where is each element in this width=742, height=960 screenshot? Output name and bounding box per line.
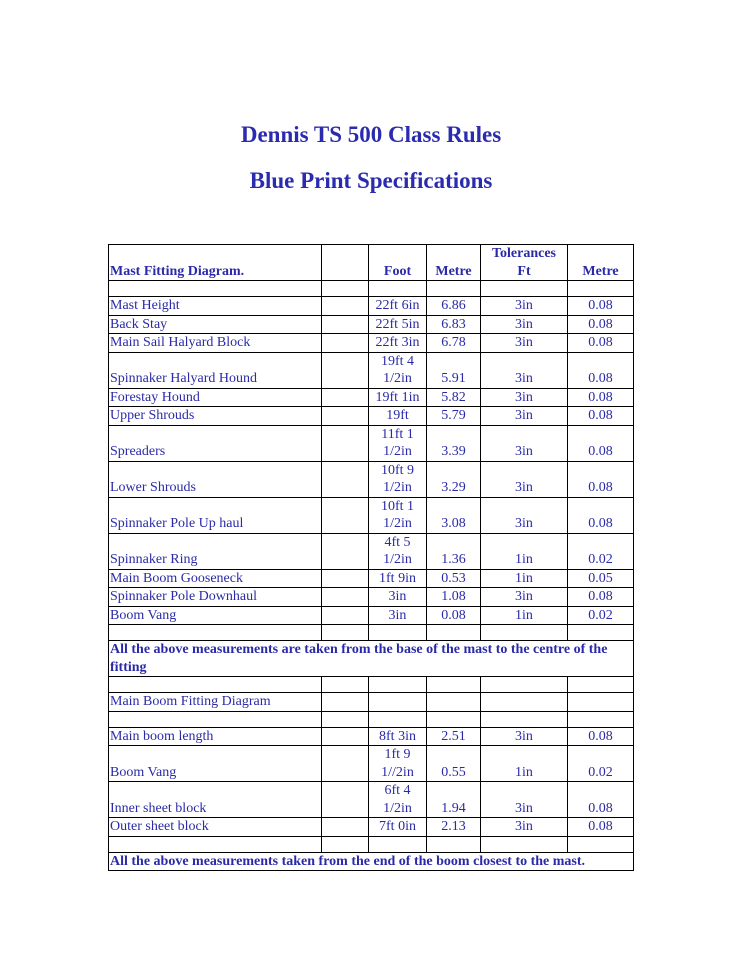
metre-value: 2.13 (427, 818, 481, 837)
metre-value: 0.55 (427, 746, 481, 782)
fitting-name: Mast Height (109, 297, 322, 316)
boom-measurement-note: All the above measurements taken from the end of the boom closest to the mast. (109, 852, 634, 871)
foot-value-line-2: 19ft 1in (375, 389, 420, 405)
metre-value: 3.29 (427, 461, 481, 497)
tolerance-metre-value: 0.08 (568, 388, 634, 407)
specifications-table (108, 244, 634, 871)
table-row-lower-shrouds (109, 461, 634, 497)
foot-value (369, 334, 427, 353)
foot-value (369, 425, 427, 461)
tolerance-metre-value: 0.08 (568, 782, 634, 818)
spacer-row (109, 711, 634, 727)
foot-value-line-1: 4ft 5 (384, 534, 411, 550)
metre-value: 0.53 (427, 569, 481, 588)
foot-value-line-1: 11ft 1 (381, 426, 414, 442)
blank-cell (369, 693, 427, 712)
tolerance-metre-value: 0.08 (568, 727, 634, 746)
tolerance-metre-value: 0.02 (568, 746, 634, 782)
foot-value (369, 388, 427, 407)
foot-value-line-2: 1/2in (383, 480, 412, 495)
blank-cell (322, 533, 369, 569)
foot-value (369, 569, 427, 588)
blank-cell (481, 836, 568, 852)
blank-cell (322, 334, 369, 353)
metre-value: 0.08 (427, 606, 481, 625)
blank-cell (568, 836, 634, 852)
blank-cell (322, 836, 369, 852)
blank-cell (568, 677, 634, 693)
fitting-name: Back Stay (109, 315, 322, 334)
fitting-name: Forestay Hound (109, 388, 322, 407)
foot-value-line-2: 19ft (386, 408, 409, 423)
table-row-spinnaker-ring (109, 533, 634, 569)
blank-cell (322, 588, 369, 607)
header-row (109, 245, 634, 281)
tolerance-ft-value: 3in (481, 297, 568, 316)
metre-value: 1.94 (427, 782, 481, 818)
tolerance-metre-value: 0.08 (568, 407, 634, 426)
page-subtitle: Blue Print Specifications (249, 168, 493, 193)
tolerance-metre-value: 0.02 (568, 606, 634, 625)
foot-value-line-2: 22ft 5in (375, 316, 420, 332)
boom-measurement-note-row (109, 852, 634, 871)
tolerance-ft-value: 3in (481, 352, 568, 388)
tolerance-ft-value: 3in (481, 334, 568, 353)
mast-measurement-note-row (109, 641, 634, 677)
foot-value (369, 727, 427, 746)
spacer-row (109, 677, 634, 693)
tolerance-metre-value: 0.08 (568, 461, 634, 497)
blank-cell (322, 569, 369, 588)
metre-value: 5.82 (427, 388, 481, 407)
foot-value (369, 352, 427, 388)
tolerance-ft-value: 3in (481, 497, 568, 533)
metre-value: 6.86 (427, 297, 481, 316)
foot-value (369, 533, 427, 569)
blank-cell (481, 711, 568, 727)
tolerance-ft-value: 3in (481, 727, 568, 746)
blank-cell (322, 606, 369, 625)
metre-value: 5.91 (427, 352, 481, 388)
table-row-upper-shrouds (109, 407, 634, 426)
tolerance-ft-value: 3in (481, 407, 568, 426)
metre-value: 1.36 (427, 533, 481, 569)
foot-value (369, 782, 427, 818)
table-row-boom-vang (109, 606, 634, 625)
foot-value-line-2: 1/2in (383, 800, 412, 816)
spacer-row (109, 625, 634, 641)
metre-column-header: Metre (427, 245, 481, 281)
metre-value: 5.79 (427, 407, 481, 426)
foot-value (369, 407, 427, 426)
spacer-row (109, 281, 634, 297)
tolerances-ft-column-header (481, 245, 568, 281)
fitting-name: Outer sheet block (109, 818, 322, 837)
blank-cell (322, 782, 369, 818)
metre-value: 6.78 (427, 334, 481, 353)
blank-cell (568, 625, 634, 641)
boom-section-header-row (109, 693, 634, 712)
blank-cell (322, 746, 369, 782)
blank-cell (322, 425, 369, 461)
foot-value-line-2: 1/2in (383, 516, 412, 531)
blank-cell (481, 677, 568, 693)
mast-measurement-note: All the above measurements are taken from the base of the mast to the centre of the fitting (109, 641, 634, 677)
metre-value: 6.83 (427, 315, 481, 334)
page-title: Dennis TS 500 Class Rules (240, 122, 502, 147)
tolerances-label: Tolerances (491, 246, 557, 261)
foot-value-line-1: 6ft 4 (384, 783, 411, 798)
foot-value-line-2: 1ft 9in (379, 570, 416, 586)
fitting-name: Spreaders (109, 425, 322, 461)
fitting-name: Main Boom Gooseneck (109, 569, 322, 588)
fitting-name: Spinnaker Halyard Hound (109, 352, 322, 388)
blank-cell (322, 677, 369, 693)
tolerance-metre-value: 0.08 (568, 297, 634, 316)
foot-value-line-2: 22ft 6in (375, 298, 420, 313)
table-row-inner-sheet-block (109, 782, 634, 818)
blank-cell (322, 245, 369, 281)
tolerance-metre-value: 0.05 (568, 569, 634, 588)
tolerance-metre-value: 0.08 (568, 497, 634, 533)
metre-value: 3.39 (427, 425, 481, 461)
foot-value-line-2: 1//2in (381, 764, 414, 780)
table-row-forestay-hound (109, 388, 634, 407)
tolerance-metre-value: 0.08 (568, 315, 634, 334)
blank-cell (481, 625, 568, 641)
tolerance-metre-value: 0.08 (568, 352, 634, 388)
fitting-name: Inner sheet block (109, 782, 322, 818)
tolerance-ft-value: 3in (481, 818, 568, 837)
blank-cell (369, 836, 427, 852)
table-row-mast-height (109, 297, 634, 316)
metre-value: 2.51 (427, 727, 481, 746)
blank-cell (322, 625, 369, 641)
blank-cell (322, 727, 369, 746)
blank-cell (322, 693, 369, 712)
fitting-name: Upper Shrouds (109, 407, 322, 426)
table-row-spinnaker-halyard-hound (109, 352, 634, 388)
foot-value-line-1: 19ft 4 (380, 353, 415, 369)
blank-cell (322, 497, 369, 533)
tolerances-ft-label: Ft (517, 263, 531, 279)
foot-value (369, 818, 427, 837)
blank-cell (322, 711, 369, 727)
table-row-main-sail-halyard-block (109, 334, 634, 353)
metre-value: 3.08 (427, 497, 481, 533)
fitting-name: Main Sail Halyard Block (109, 334, 322, 353)
blank-cell (427, 836, 481, 852)
blank-cell (109, 836, 322, 852)
tolerance-ft-value: 1in (481, 606, 568, 625)
tolerance-ft-value: 3in (481, 315, 568, 334)
table-row-outer-sheet-block (109, 818, 634, 837)
foot-value (369, 461, 427, 497)
blank-cell (369, 677, 427, 693)
blank-cell (322, 818, 369, 837)
blank-cell (109, 677, 322, 693)
table-row-boom-vang (109, 746, 634, 782)
tolerance-ft-value: 1in (481, 569, 568, 588)
tolerance-metre-value: 0.08 (568, 818, 634, 837)
blank-cell (568, 693, 634, 712)
blank-cell (481, 693, 568, 712)
fitting-name: Boom Vang (109, 606, 322, 625)
blank-cell (109, 711, 322, 727)
foot-value-line-2: 22ft 3in (375, 335, 420, 350)
tolerance-metre-value: 0.08 (568, 334, 634, 353)
table-row-back-stay (109, 315, 634, 334)
tolerance-metre-value: 0.02 (568, 533, 634, 569)
spacer-row (109, 836, 634, 852)
tolerance-ft-value: 1in (481, 533, 568, 569)
metre-value: 1.08 (427, 588, 481, 607)
tolerance-metre-value: 0.08 (568, 425, 634, 461)
foot-value-line-2: 8ft 3in (379, 728, 416, 744)
foot-value-line-2: 1/2in (383, 371, 412, 386)
table-row-spinnaker-pole-downhaul (109, 588, 634, 607)
foot-value (369, 606, 427, 625)
foot-value (369, 297, 427, 316)
blank-cell (322, 407, 369, 426)
tolerance-ft-value: 3in (481, 782, 568, 818)
tolerance-ft-value: 3in (481, 425, 568, 461)
main-boom-fitting-diagram-heading: Main Boom Fitting Diagram (109, 693, 322, 712)
blank-cell (322, 388, 369, 407)
blank-cell (427, 677, 481, 693)
foot-value (369, 315, 427, 334)
tolerance-ft-value: 3in (481, 388, 568, 407)
blank-cell (427, 693, 481, 712)
blank-cell (369, 711, 427, 727)
blank-cell (427, 625, 481, 641)
foot-value (369, 746, 427, 782)
blank-cell (568, 711, 634, 727)
foot-value-line-1: 10ft 9 (380, 462, 415, 478)
tolerance-ft-value: 3in (481, 461, 568, 497)
blank-cell (109, 625, 322, 641)
blank-cell (427, 711, 481, 727)
foot-value-line-2: 3in (388, 589, 407, 604)
tolerance-ft-value: 3in (481, 588, 568, 607)
table-row-main-boom-length (109, 727, 634, 746)
tolerances-metre-column-header: Metre (568, 245, 634, 281)
blank-cell (322, 461, 369, 497)
foot-value-line-2: 1/2in (383, 444, 412, 459)
table-row-spinnaker-pole-up-haul (109, 497, 634, 533)
mast-fitting-diagram-heading: Mast Fitting Diagram. (109, 245, 322, 281)
foot-value-line-2: 3in (388, 607, 407, 623)
fitting-name: Main boom length (109, 727, 322, 746)
foot-value-line-2: 1/2in (383, 552, 412, 567)
foot-value-line-2: 7ft 0in (379, 819, 416, 834)
fitting-name: Spinnaker Pole Up haul (109, 497, 322, 533)
fitting-name: Boom Vang (109, 746, 322, 782)
foot-value (369, 588, 427, 607)
tolerance-metre-value: 0.08 (568, 588, 634, 607)
table-row-main-boom-gooseneck (109, 569, 634, 588)
tolerance-ft-value: 1in (481, 746, 568, 782)
fitting-name: Lower Shrouds (109, 461, 322, 497)
fitting-name: Spinnaker Pole Downhaul (109, 588, 322, 607)
foot-value-line-1: 10ft 1 (380, 498, 415, 514)
blank-cell (369, 625, 427, 641)
blank-cell (322, 315, 369, 334)
table-row-spreaders (109, 425, 634, 461)
blank-cell (322, 297, 369, 316)
foot-value-line-1: 1ft 9 (384, 747, 411, 762)
fitting-name: Spinnaker Ring (109, 533, 322, 569)
blank-cell (322, 352, 369, 388)
foot-column-header: Foot (369, 245, 427, 281)
foot-value (369, 497, 427, 533)
